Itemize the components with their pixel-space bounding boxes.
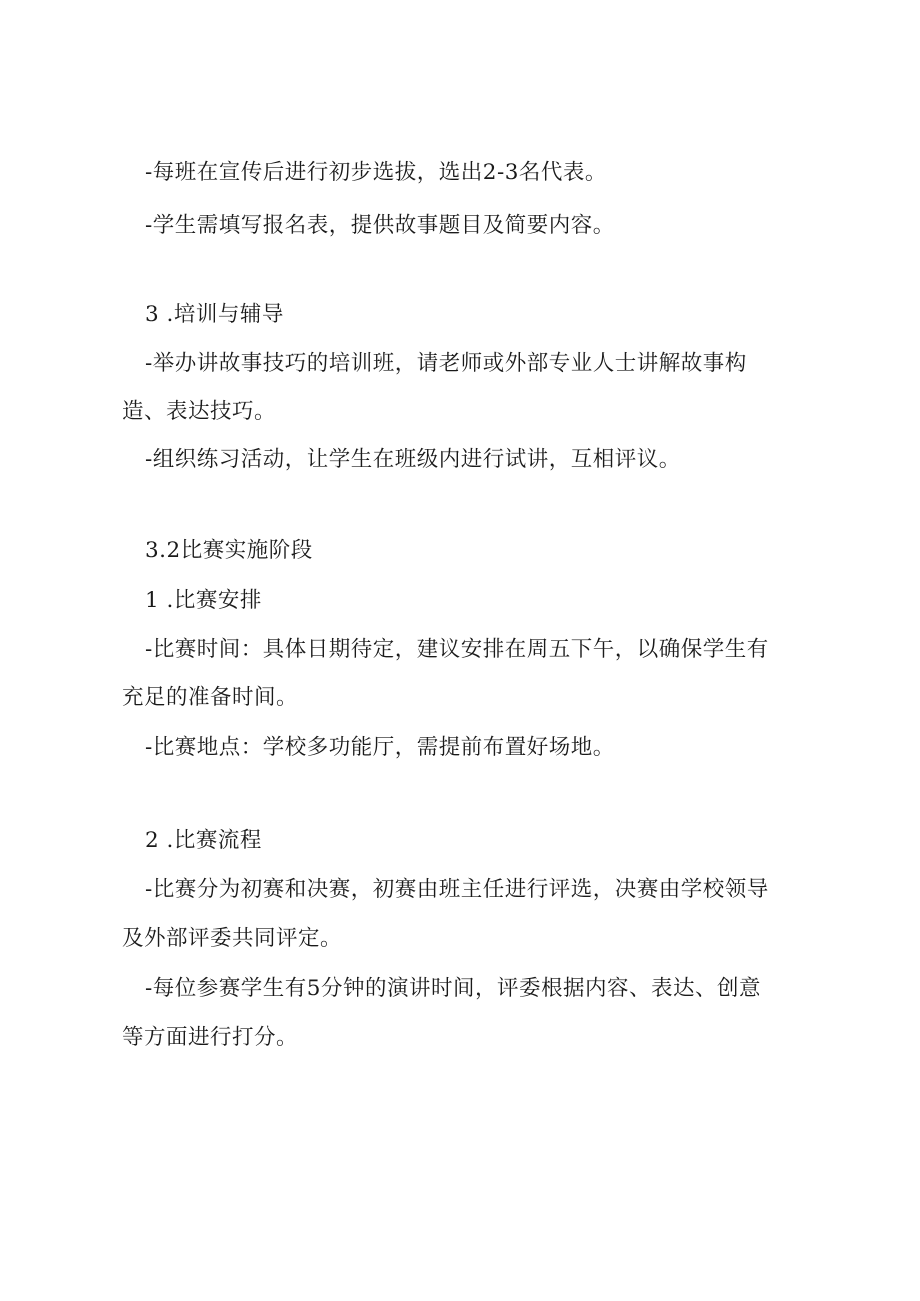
bullet-rounds-line2: 及外部评委共同评定。	[122, 926, 343, 951]
heading-competition-process: 2 .比赛流程	[145, 828, 262, 853]
bullet-registration-form: -学生需填写报名表，提供故事题目及简要内容。	[145, 213, 615, 238]
bullet-training-class-line1: -举办讲故事技巧的培训班，请老师或外部专业人士讲解故事构	[145, 351, 747, 376]
heading-training-guidance: 3 .培训与辅导	[145, 302, 284, 327]
heading-competition-stage: 3.2比赛实施阶段	[145, 538, 313, 563]
heading-competition-arrangement: 1 .比赛安排	[145, 588, 262, 613]
bullet-speech-time-line1: -每位参赛学生有5分钟的演讲时间，评委根据内容、表达、创意	[145, 976, 761, 1001]
bullet-training-class-line2: 造、表达技巧。	[122, 399, 277, 424]
bullet-competition-venue: -比赛地点：学校多功能厅，需提前布置好场地。	[145, 735, 615, 760]
bullet-preliminary-selection: -每班在宣传后进行初步选拔，选出2-3名代表。	[145, 160, 607, 185]
bullet-competition-time-line2: 充足的准备时间。	[122, 685, 299, 710]
bullet-competition-time-line1: -比赛时间：具体日期待定，建议安排在周五下午，以确保学生有	[145, 637, 769, 662]
bullet-rounds-line1: -比赛分为初赛和决赛，初赛由班主任进行评选，决赛由学校领导	[145, 877, 769, 902]
bullet-speech-time-line2: 等方面进行打分。	[122, 1025, 299, 1050]
bullet-practice-activity: -组织练习活动，让学生在班级内进行试讲，互相评议。	[145, 447, 681, 472]
